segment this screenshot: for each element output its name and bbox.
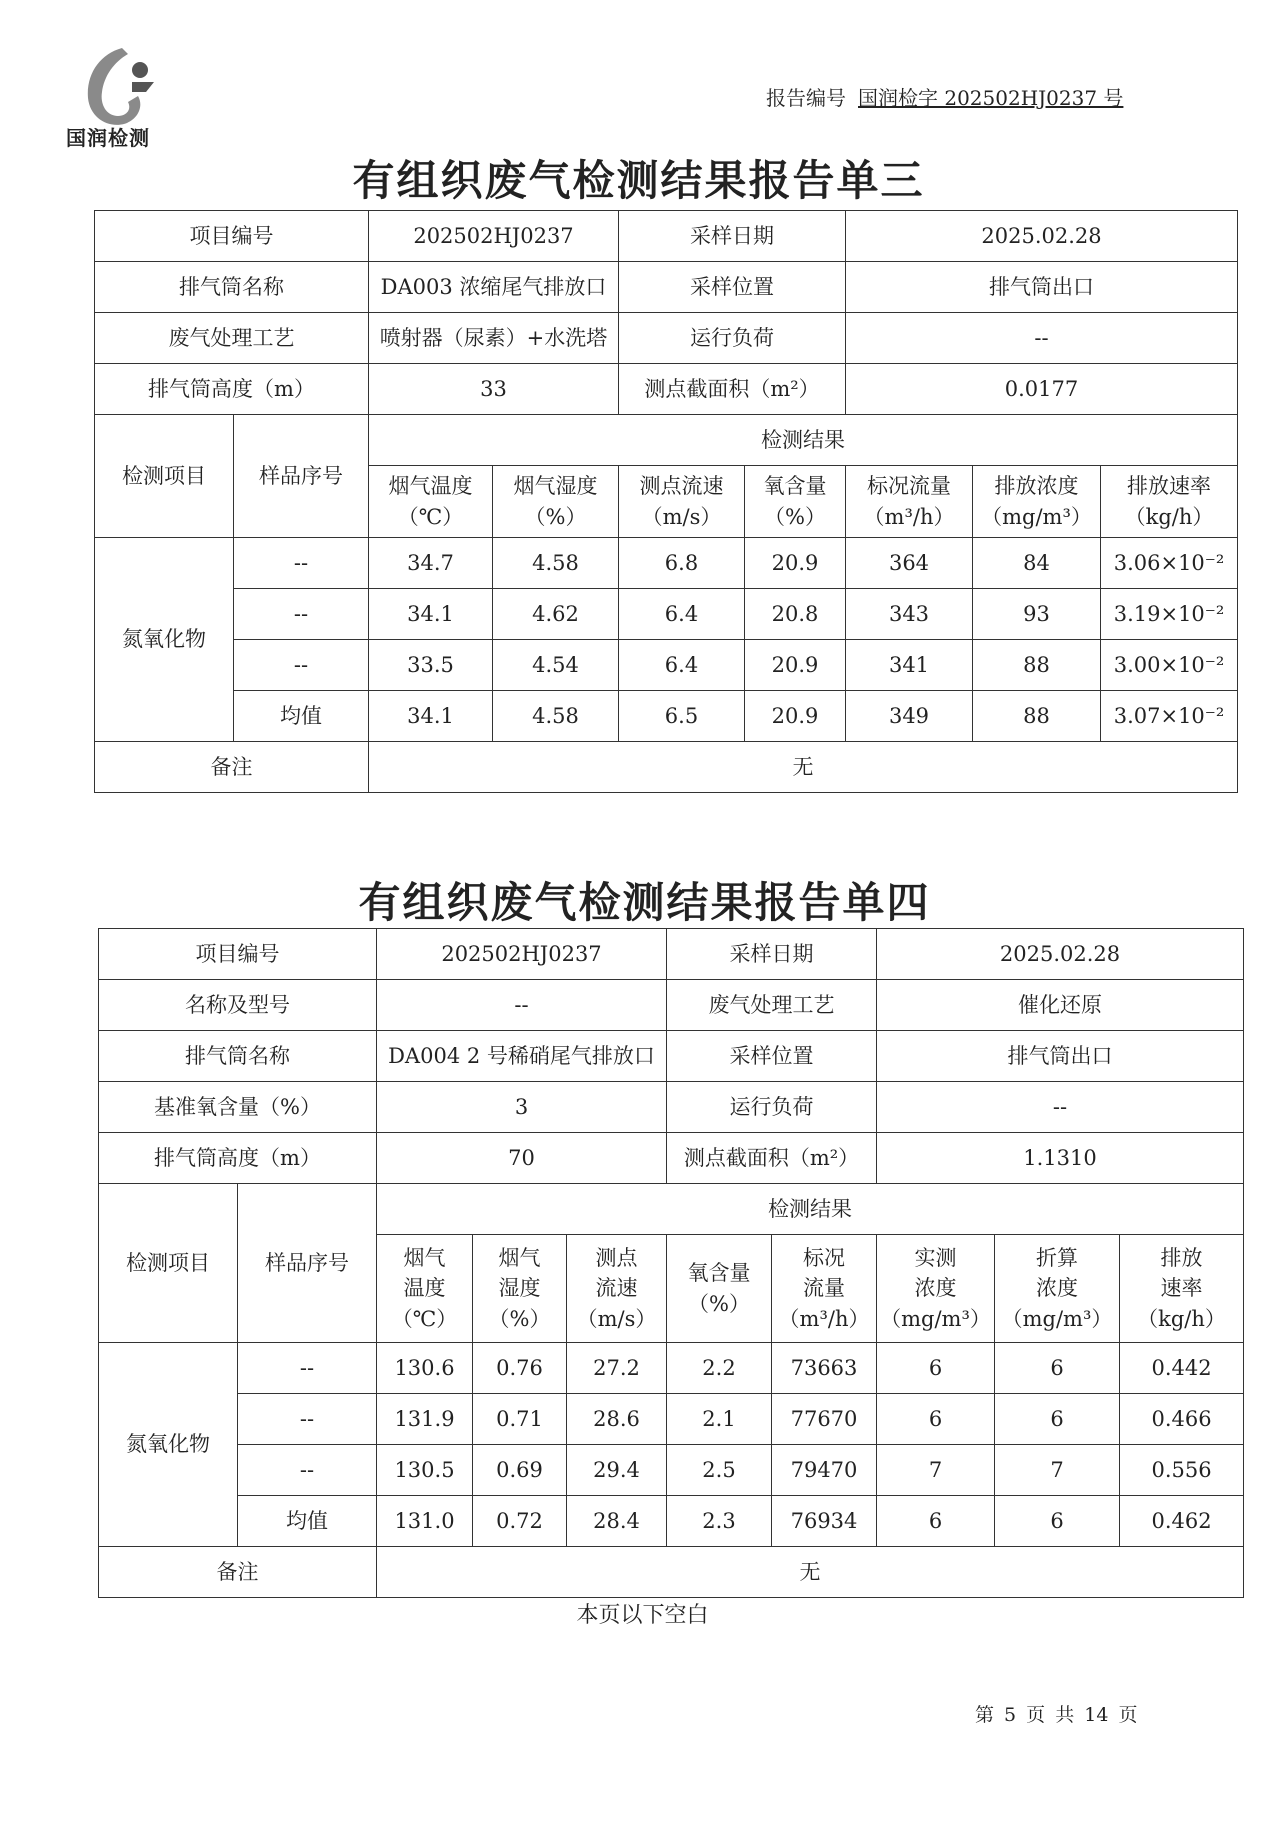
info-value: 喷射器（尿素）+水洗塔	[369, 313, 619, 364]
page-footer: 第 5 页 共 14 页	[975, 1704, 1138, 1726]
result-value: 3.06×10⁻²	[1101, 538, 1238, 589]
table-row	[99, 1394, 1244, 1445]
table-row	[99, 1445, 1244, 1496]
result-value: 4.54	[493, 640, 619, 691]
report-number-value: 国润检字 202502HJ0237 号	[858, 86, 1124, 110]
info-label: 排气筒高度（m）	[99, 1133, 377, 1184]
result-value: 131.9	[377, 1394, 473, 1445]
result-value: 33.5	[369, 640, 493, 691]
info-label: 名称及型号	[99, 980, 377, 1031]
result-table-4	[98, 928, 1244, 1598]
result-col-header	[369, 466, 493, 538]
result-value: 131.0	[377, 1496, 473, 1547]
result-value: 88	[973, 691, 1101, 742]
sample-id: --	[234, 640, 369, 691]
info-value: 202502HJ0237	[377, 929, 667, 980]
sample-id: 均值	[238, 1496, 377, 1547]
header-line: （m³/h）	[778, 1306, 870, 1331]
header-line: （mg/m³）	[880, 1306, 991, 1331]
info-value: 催化还原	[877, 980, 1244, 1031]
logo-text: 国润检测	[66, 126, 150, 150]
result-value: 0.69	[473, 1445, 567, 1496]
result-value: 0.72	[473, 1496, 567, 1547]
info-value: 排气筒出口	[877, 1031, 1244, 1082]
result-value: 20.9	[745, 538, 846, 589]
header-line: （kg/h）	[1124, 504, 1214, 529]
result-value: 20.9	[745, 691, 846, 742]
header-line: 浓度	[914, 1276, 957, 1301]
header-line: （℃）	[397, 504, 464, 529]
item-name: 氮氧化物	[95, 538, 234, 742]
header-line: （℃）	[391, 1306, 458, 1331]
info-label: 采样位置	[619, 262, 846, 313]
result-value: 4.62	[493, 589, 619, 640]
header-line: 湿度	[498, 1276, 541, 1301]
result-value: 0.442	[1120, 1343, 1244, 1394]
info-row	[99, 980, 1244, 1031]
result-value: 20.9	[745, 640, 846, 691]
info-row	[99, 1031, 1244, 1082]
result-col-header	[846, 466, 973, 538]
result-value: 29.4	[567, 1445, 667, 1496]
header-line: （mg/m³）	[1001, 1306, 1113, 1331]
info-label: 项目编号	[95, 211, 369, 262]
header-line: 标况	[803, 1245, 845, 1270]
result-col-header	[567, 1235, 667, 1343]
result-col-header	[1101, 466, 1238, 538]
result-value: 0.76	[473, 1343, 567, 1394]
header-line: （m/s）	[576, 1306, 657, 1331]
col-sample-header: 样品序号	[238, 1184, 377, 1343]
info-label: 基准氧含量（%）	[99, 1082, 377, 1133]
result-value: 93	[973, 589, 1101, 640]
header-line: （%）	[488, 1306, 551, 1331]
result-col-header	[377, 1235, 473, 1343]
header-line: 速率	[1160, 1276, 1203, 1301]
header-line: 流量	[803, 1276, 845, 1301]
header-line: 烟气温度	[388, 474, 473, 499]
info-value: 33	[369, 364, 619, 415]
header-line: 折算	[1036, 1245, 1078, 1270]
remark-label: 备注	[95, 742, 369, 793]
result-value: 7	[995, 1445, 1120, 1496]
result-value: 7	[877, 1445, 995, 1496]
info-row	[99, 929, 1244, 980]
info-value: 0.0177	[846, 364, 1238, 415]
results-header-row	[95, 415, 1238, 466]
header-line: 氧含量	[687, 1261, 751, 1286]
info-value: 排气筒出口	[846, 262, 1238, 313]
result-value: 77670	[772, 1394, 877, 1445]
header-line: 标况流量	[867, 474, 951, 499]
info-label: 运行负荷	[619, 313, 846, 364]
info-value: DA003 浓缩尾气排放口	[369, 262, 619, 313]
result-value: 130.6	[377, 1343, 473, 1394]
info-label: 废气处理工艺	[667, 980, 877, 1031]
header-line: （kg/h）	[1137, 1306, 1226, 1331]
col-item-header: 检测项目	[95, 415, 234, 538]
info-label: 测点截面积（m²）	[619, 364, 846, 415]
header-line: 浓度	[1036, 1276, 1078, 1301]
result-value: 6	[995, 1343, 1120, 1394]
info-value: 2025.02.28	[877, 929, 1244, 980]
table-row	[95, 589, 1238, 640]
info-row	[95, 262, 1238, 313]
header-line: 测点流速	[639, 474, 724, 499]
sample-id: --	[238, 1445, 377, 1496]
blank-below-note: 本页以下空白	[576, 1603, 709, 1628]
result-value: 6	[995, 1496, 1120, 1547]
info-row	[95, 313, 1238, 364]
result-value: 28.4	[567, 1496, 667, 1547]
table-row	[99, 1496, 1244, 1547]
header-line: 烟气	[403, 1245, 446, 1270]
report-title-3: 有组织废气检测结果报告单三	[352, 156, 925, 205]
result-col-header	[745, 466, 846, 538]
result-value: 349	[846, 691, 973, 742]
header-line: 排放	[1160, 1245, 1203, 1270]
sample-id: --	[238, 1394, 377, 1445]
result-value: 88	[973, 640, 1101, 691]
result-col-header	[877, 1235, 995, 1343]
result-value: 0.556	[1120, 1445, 1244, 1496]
info-value: 2025.02.28	[846, 211, 1238, 262]
info-label: 排气筒名称	[99, 1031, 377, 1082]
header-line: 烟气	[498, 1245, 541, 1270]
info-row	[99, 1133, 1244, 1184]
result-value: 0.466	[1120, 1394, 1244, 1445]
info-row	[95, 211, 1238, 262]
info-value: --	[877, 1082, 1244, 1133]
header-line: 烟气湿度	[513, 474, 598, 499]
info-row	[99, 1082, 1244, 1133]
result-value: 79470	[772, 1445, 877, 1496]
results-header-row	[99, 1184, 1244, 1235]
info-label: 排气筒名称	[95, 262, 369, 313]
result-value: 343	[846, 589, 973, 640]
result-col-header	[473, 1235, 567, 1343]
info-label: 项目编号	[99, 929, 377, 980]
result-value: 6.4	[619, 589, 745, 640]
remark-label: 备注	[99, 1547, 377, 1598]
result-col-header	[1120, 1235, 1244, 1343]
result-value: 3.00×10⁻²	[1101, 640, 1238, 691]
header-line: 温度	[403, 1276, 446, 1301]
info-label: 排气筒高度（m）	[95, 364, 369, 415]
result-value: 341	[846, 640, 973, 691]
info-row	[95, 364, 1238, 415]
result-col-header	[772, 1235, 877, 1343]
result-value: 4.58	[493, 538, 619, 589]
header-line: 氧含量	[763, 474, 827, 499]
result-value: 34.1	[369, 691, 493, 742]
result-value: 2.1	[667, 1394, 772, 1445]
result-col-header	[667, 1235, 772, 1343]
info-value: 202502HJ0237	[369, 211, 619, 262]
result-value: 2.3	[667, 1496, 772, 1547]
header-line: （%）	[524, 504, 587, 529]
info-label: 采样日期	[667, 929, 877, 980]
remark-row	[99, 1547, 1244, 1598]
header-line: 实测	[914, 1245, 957, 1270]
info-label: 废气处理工艺	[95, 313, 369, 364]
info-value: 70	[377, 1133, 667, 1184]
result-value: 34.1	[369, 589, 493, 640]
result-value: 130.5	[377, 1445, 473, 1496]
header-line: （m³/h）	[863, 504, 955, 529]
info-label: 测点截面积（m²）	[667, 1133, 877, 1184]
header-line: （%）	[764, 504, 826, 529]
report-number	[766, 82, 1123, 111]
table-row	[95, 640, 1238, 691]
remark-value: 无	[369, 742, 1238, 793]
results-header: 检测结果	[377, 1184, 1244, 1235]
info-value: --	[377, 980, 667, 1031]
info-label: 采样日期	[619, 211, 846, 262]
table-row	[99, 1343, 1244, 1394]
result-value: 2.5	[667, 1445, 772, 1496]
item-name: 氮氧化物	[99, 1343, 238, 1547]
col-sample-header: 样品序号	[234, 415, 369, 538]
remark-row	[95, 742, 1238, 793]
result-value: 73663	[772, 1343, 877, 1394]
table-row	[95, 538, 1238, 589]
info-value: --	[846, 313, 1238, 364]
sample-id: --	[238, 1343, 377, 1394]
header-line: 测点	[595, 1245, 638, 1270]
info-value: 3	[377, 1082, 667, 1133]
result-col-header	[973, 466, 1101, 538]
result-value: 6	[877, 1394, 995, 1445]
result-value: 364	[846, 538, 973, 589]
info-value: 1.1310	[877, 1133, 1244, 1184]
report-title-4: 有组织废气检测结果报告单四	[358, 878, 931, 927]
result-value: 3.19×10⁻²	[1101, 589, 1238, 640]
result-value: 6	[877, 1343, 995, 1394]
result-value: 28.6	[567, 1394, 667, 1445]
result-value: 76934	[772, 1496, 877, 1547]
result-value: 6.8	[619, 538, 745, 589]
results-header: 检测结果	[369, 415, 1238, 466]
result-value: 20.8	[745, 589, 846, 640]
info-label: 运行负荷	[667, 1082, 877, 1133]
sample-id: --	[234, 589, 369, 640]
table-row	[95, 691, 1238, 742]
result-col-header	[493, 466, 619, 538]
result-value: 2.2	[667, 1343, 772, 1394]
header-line: （%）	[688, 1291, 750, 1316]
result-col-header	[995, 1235, 1120, 1343]
result-value: 6.4	[619, 640, 745, 691]
report-number-label: 报告编号	[766, 86, 846, 110]
header-line: 流速	[595, 1276, 638, 1301]
result-value: 34.7	[369, 538, 493, 589]
header-line: 排放速率	[1127, 474, 1212, 499]
info-value: DA004 2 号稀硝尾气排放口	[377, 1031, 667, 1082]
result-value: 27.2	[567, 1343, 667, 1394]
sample-id: 均值	[234, 691, 369, 742]
sample-id: --	[234, 538, 369, 589]
result-value: 3.07×10⁻²	[1101, 691, 1238, 742]
result-value: 4.58	[493, 691, 619, 742]
col-item-header: 检测项目	[99, 1184, 238, 1343]
result-value: 6	[877, 1496, 995, 1547]
result-value: 84	[973, 538, 1101, 589]
result-value: 0.71	[473, 1394, 567, 1445]
info-label: 采样位置	[667, 1031, 877, 1082]
header-line: （m/s）	[641, 504, 722, 529]
remark-value: 无	[377, 1547, 1244, 1598]
result-value: 6	[995, 1394, 1120, 1445]
header-line: （mg/m³）	[981, 504, 1092, 529]
result-table-3	[94, 210, 1238, 793]
result-value: 6.5	[619, 691, 745, 742]
result-value: 0.462	[1120, 1496, 1244, 1547]
result-col-header	[619, 466, 745, 538]
header-line: 排放浓度	[994, 474, 1079, 499]
